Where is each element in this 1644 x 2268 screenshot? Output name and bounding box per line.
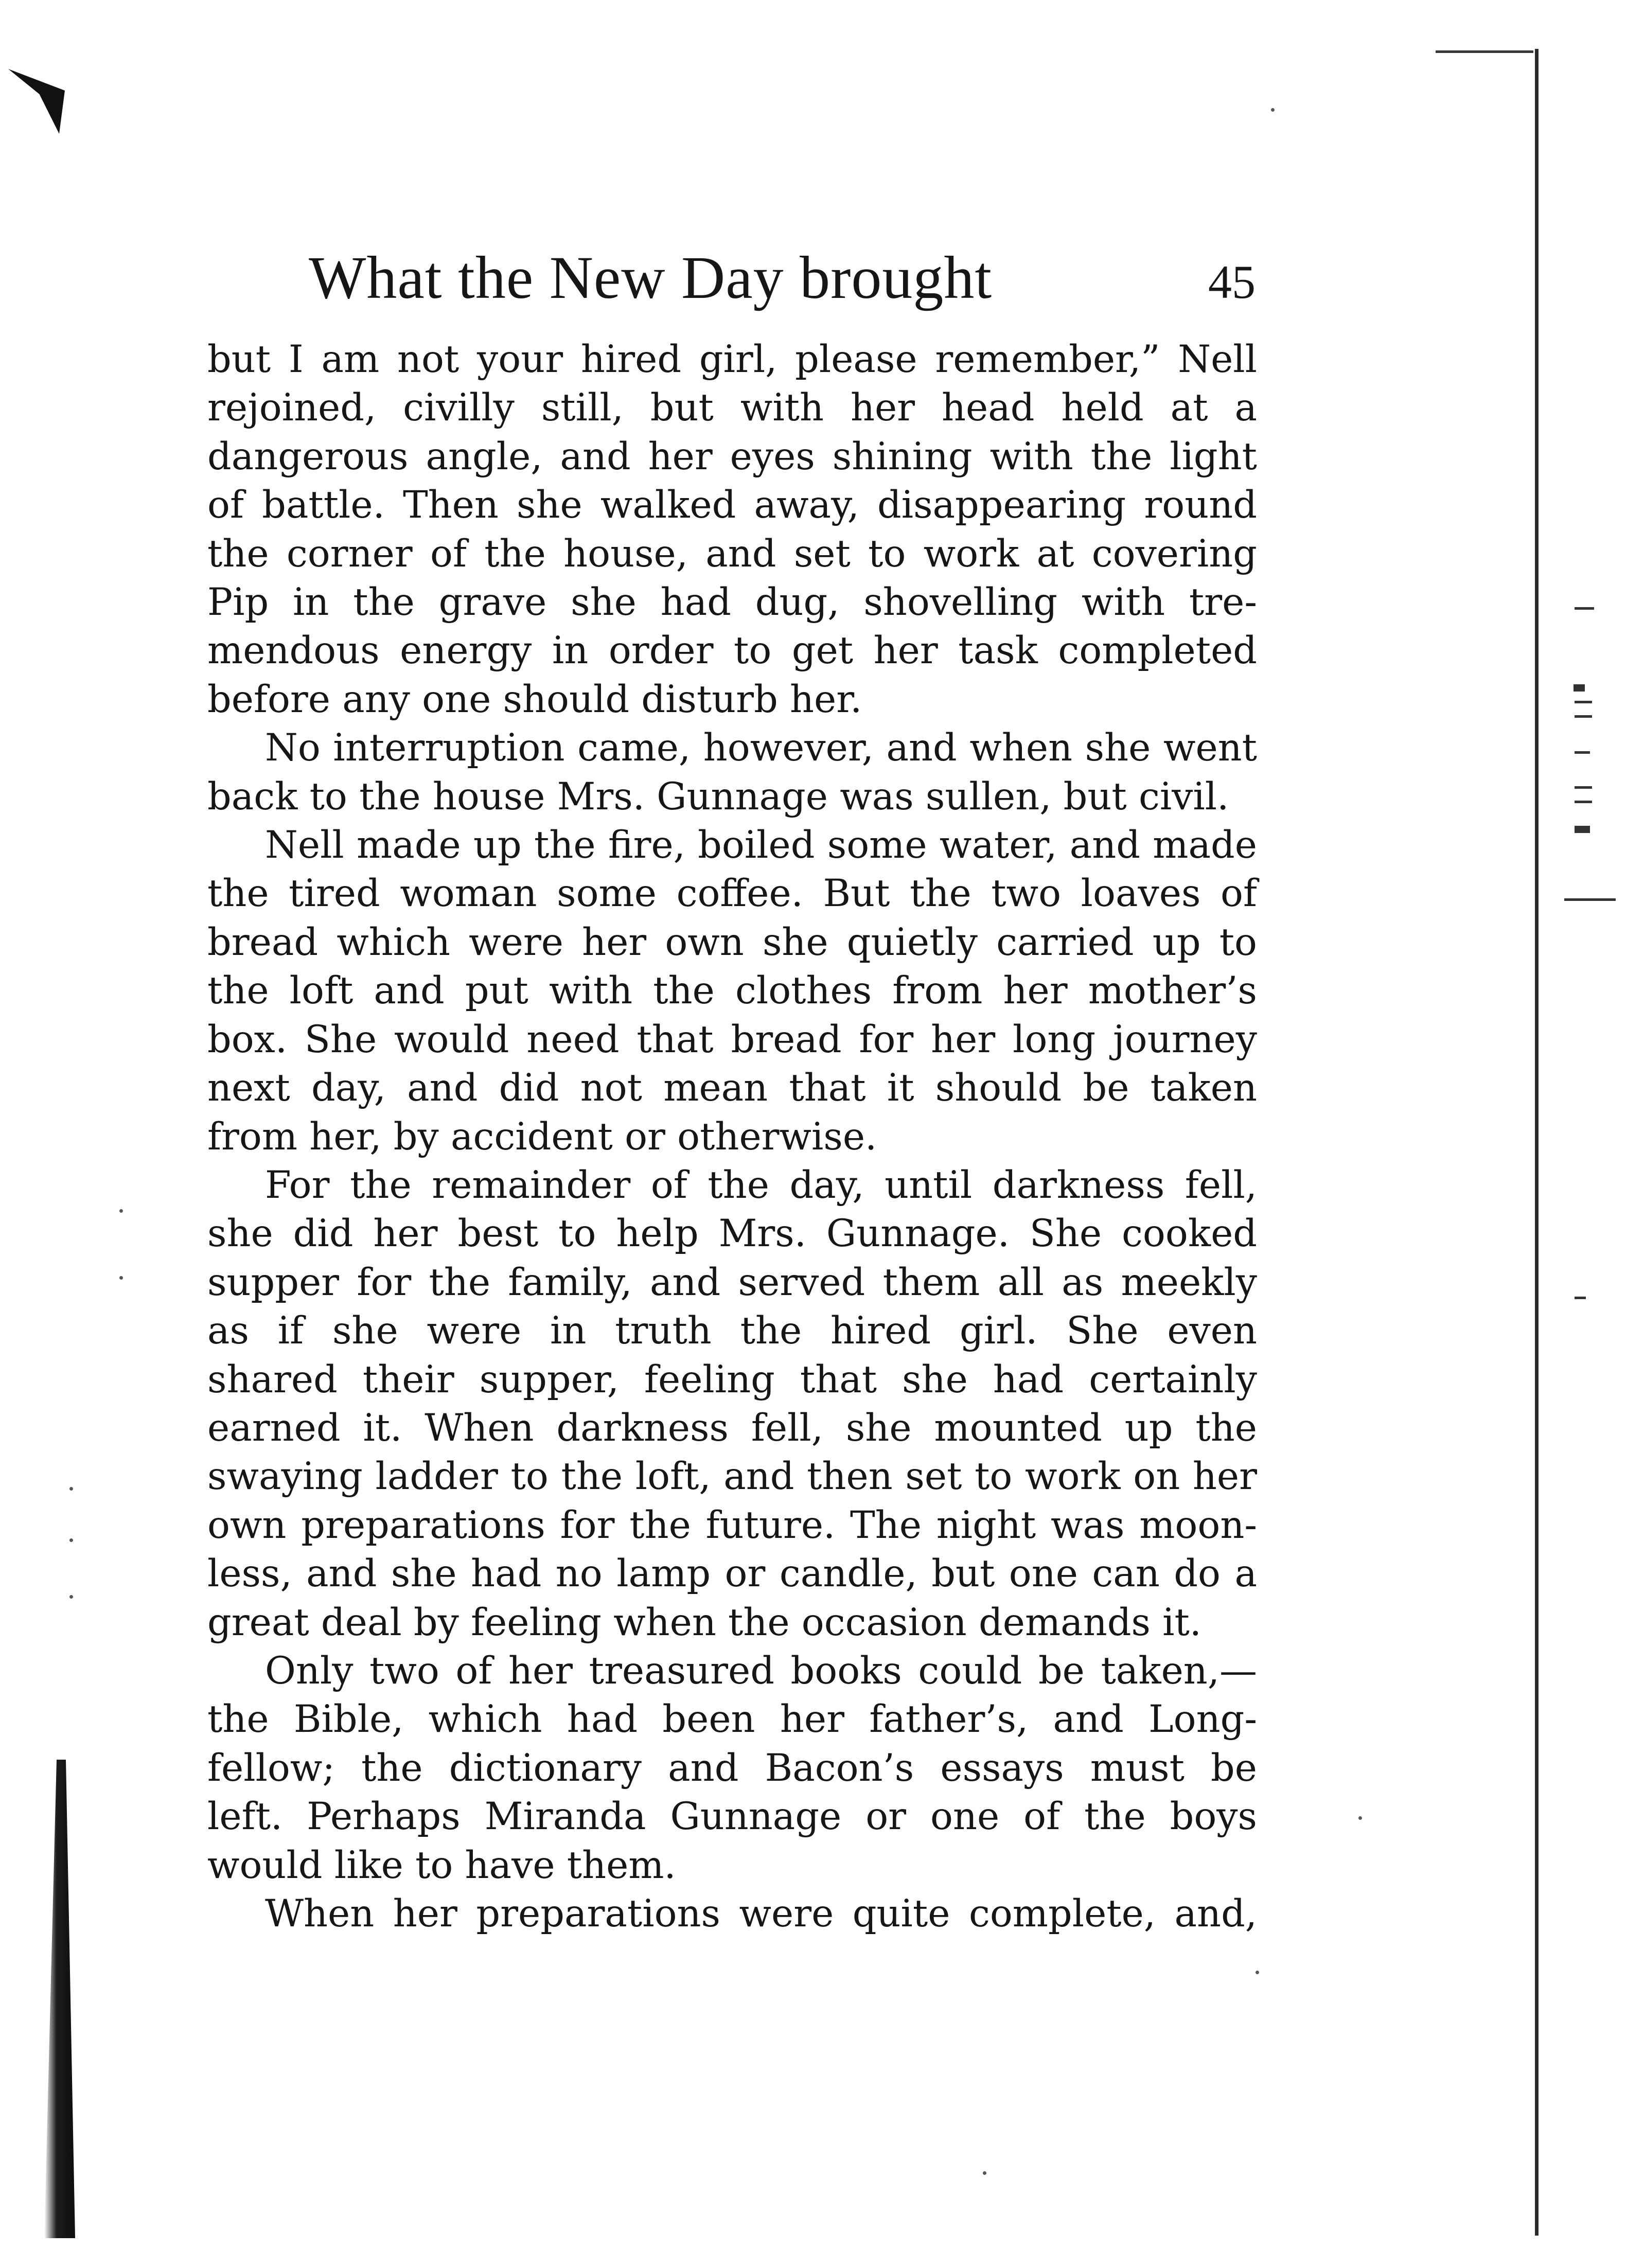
scan-right-rule xyxy=(1535,49,1539,2236)
text-line: Pip in the grave she had dug, shovelling with tre- xyxy=(207,580,1257,625)
scan-margin-tick xyxy=(1575,715,1592,718)
text-line: less, and she had no lamp or candle, but one can do a xyxy=(207,1552,1257,1596)
scan-margin-tick xyxy=(1575,801,1592,803)
paragraph xyxy=(207,821,1257,1161)
scan-binding-edge xyxy=(44,1760,75,2238)
text-line: the tired woman some coffee. But the two loaves of xyxy=(207,872,1257,916)
text-line: Only two of her treasured books could be taken,— xyxy=(265,1649,1257,1693)
paragraph xyxy=(207,1890,1257,1938)
text-line: When her preparations were quite complete, and, xyxy=(265,1892,1257,1936)
text-line: bread which were her own she quietly carried up to xyxy=(207,920,1257,964)
text-line: as if she were in truth the hired girl. She even xyxy=(207,1309,1257,1353)
scan-margin-tick xyxy=(1574,684,1585,692)
text-line: supper for the family, and served them all as meekly xyxy=(207,1260,1257,1304)
scan-speck xyxy=(1256,1971,1259,1974)
text-line: the loft and put with the clothes from her mother’s xyxy=(207,969,1257,1013)
text-line: next day, and did not mean that it should be taken xyxy=(207,1066,1257,1110)
text-line: box. She would need that bread for her long journey xyxy=(207,1017,1257,1061)
scan-speck xyxy=(1358,1816,1362,1820)
scan-speck xyxy=(983,2171,986,2175)
paragraph xyxy=(207,335,1257,724)
scan-margin-tick xyxy=(1575,701,1592,703)
scan-margin-tick xyxy=(1564,898,1616,901)
scan-speck xyxy=(69,1538,73,1542)
scan-margin-tick xyxy=(1575,751,1590,754)
text-line: own preparations for the future. The night was moon- xyxy=(207,1503,1257,1547)
text-line: earned it. When darkness fell, she mounted up the xyxy=(207,1406,1257,1450)
paragraph xyxy=(207,1161,1257,1647)
text-line: great deal by feeling when the occasion demands it. xyxy=(207,1600,1202,1644)
text-line: but I am not your hired girl, please remember,” Nell xyxy=(207,338,1257,381)
text-line: would like to have them. xyxy=(207,1843,676,1887)
text-line: No interruption came, however, and when she went xyxy=(265,726,1257,770)
text-line: before any one should disturb her. xyxy=(207,677,862,721)
scan-speck xyxy=(119,1209,123,1213)
text-line: dangerous angle, and her eyes shining with the light xyxy=(207,434,1257,479)
text-line: of battle. Then she walked away, disappearing round xyxy=(207,483,1257,527)
text-line: For the remainder of the day, until darkness fell, xyxy=(265,1163,1257,1207)
scan-margin-tick xyxy=(1575,826,1590,833)
scan-speck xyxy=(69,1487,73,1491)
text-line: the corner of the house, and set to work at covering xyxy=(207,531,1257,576)
text-line: from her, by accident or otherwise. xyxy=(207,1114,877,1159)
paragraph xyxy=(207,724,1257,821)
text-line: back to the house Mrs. Gunnage was sullen, but civil. xyxy=(207,774,1229,819)
running-header xyxy=(309,237,1286,319)
page-number: 45 xyxy=(1208,256,1256,308)
text-line: Nell made up the fire, boiled some water, and made xyxy=(265,823,1257,867)
scan-speck xyxy=(69,1595,73,1599)
text-line: the Bible, which had been her father’s, and Long- xyxy=(207,1697,1257,1742)
scan-margin-tick xyxy=(1575,786,1592,789)
scan-speck xyxy=(119,1276,123,1280)
scan-margin-tick xyxy=(1575,1297,1586,1299)
text-line: fellow; the dictionary and Bacon’s essays must be xyxy=(207,1746,1257,1790)
text-line: she did her best to help Mrs. Gunnage. She cooked xyxy=(207,1212,1257,1256)
text-line: mendous energy in order to get her task completed xyxy=(207,629,1257,673)
body-text xyxy=(207,335,1257,1938)
text-line: rejoined, civilly still, but with her head held at a xyxy=(207,386,1257,430)
scan-corner-mark xyxy=(8,62,65,134)
scan-speck xyxy=(1271,108,1275,112)
scan-margin-tick xyxy=(1575,607,1594,610)
text-line: shared their supper, feeling that she had certainly xyxy=(207,1357,1257,1402)
text-line: swaying ladder to the loft, and then set to work on her xyxy=(207,1455,1257,1499)
text-line: left. Perhaps Miranda Gunnage or one of the boys xyxy=(207,1795,1257,1839)
paragraph xyxy=(207,1647,1257,1890)
scan-top-rule xyxy=(1436,50,1533,53)
running-title: What the New Day brought xyxy=(309,244,993,311)
